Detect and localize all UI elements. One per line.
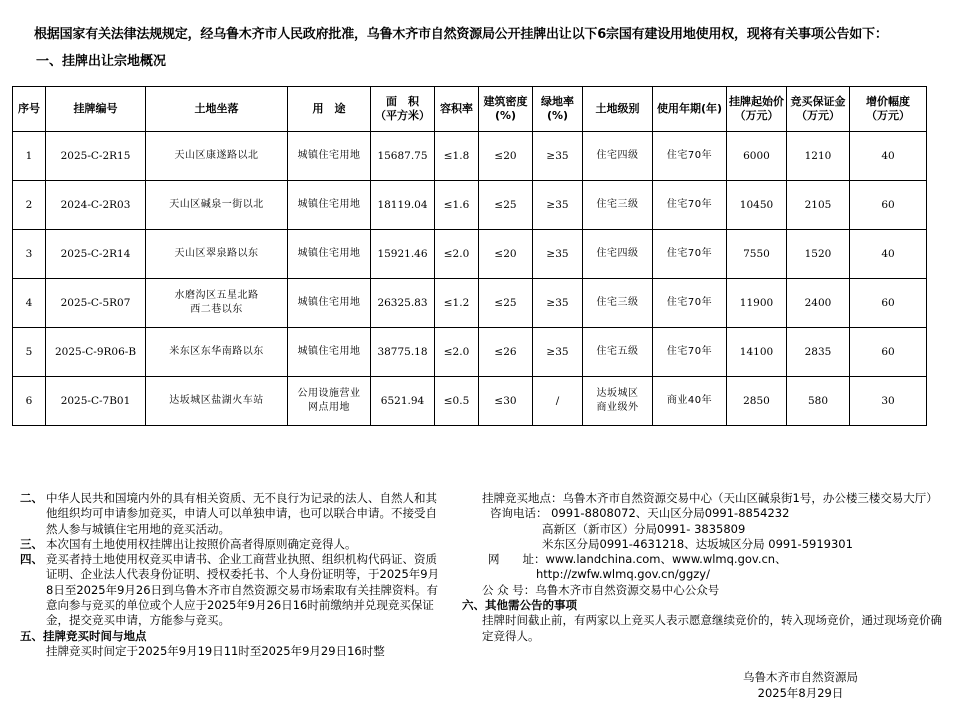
table-cell: 城镇住宅用地	[288, 279, 371, 328]
table-header-row	[13, 87, 927, 132]
table-cell: ≥35	[533, 132, 583, 181]
notice-left-column	[20, 491, 440, 659]
table-cell: ≤1.8	[435, 132, 479, 181]
table-cell: 14100	[727, 328, 787, 377]
issuer-name: 乌鲁木齐市自然资源局	[743, 670, 858, 684]
table-cell: 住宅70年	[653, 279, 727, 328]
table-cell: 住宅70年	[653, 132, 727, 181]
clause-number: 四、	[20, 552, 43, 567]
contact-phone-1: 咨询电话： 0991-8808072、天山区分局0991-8854232	[490, 506, 790, 521]
header-cell: 面 积 （平方米）	[371, 87, 435, 132]
header-cell: 增价幅度 （万元）	[850, 87, 927, 132]
table-cell: 2025-C-7B01	[46, 377, 146, 426]
table-row	[13, 328, 927, 377]
header-cell: 挂牌编号	[46, 87, 146, 132]
table-cell: ≤25	[479, 181, 533, 230]
table-cell: 公用设施营业 网点用地	[288, 377, 371, 426]
table-cell: 40	[850, 230, 927, 279]
table-cell: 38775.18	[371, 328, 435, 377]
clause-6-title: 六、其他需公告的事项	[462, 598, 577, 613]
table-cell: 60	[850, 279, 927, 328]
contact-phone-3: 米东区分局0991-4631218、达坂城区分局 0991-5919301	[542, 536, 853, 551]
table-cell: 15921.46	[371, 230, 435, 279]
table-cell: 2025-C-2R14	[46, 230, 146, 279]
table-cell: ≥35	[533, 181, 583, 230]
table-cell: 住宅70年	[653, 328, 727, 377]
table-cell: ≥35	[533, 279, 583, 328]
table-cell: 水磨沟区五星北路 西二巷以东	[146, 279, 288, 328]
table-cell: 40	[850, 132, 927, 181]
table-row	[13, 132, 927, 181]
clause-6-text: 挂牌时间截止前，有两家以上竞买人表示愿意继续竞价的，转入现场竞价，通过现场竞价确定竞得人。	[482, 613, 942, 643]
table-cell: 2	[13, 181, 46, 230]
bidding-time: 挂牌竞买时间定于2025年9月19日11时至2025年9月29日16时整	[46, 643, 385, 658]
table-cell: 1520	[787, 230, 850, 279]
table-cell: 30	[850, 377, 927, 426]
table-cell: 1210	[787, 132, 850, 181]
table-cell: 住宅70年	[653, 230, 727, 279]
header-cell: 绿地率 (%)	[533, 87, 583, 132]
table-cell: 住宅四级	[583, 132, 653, 181]
table-row	[13, 377, 927, 426]
table-cell: 580	[787, 377, 850, 426]
clause-text: 中华人民共和国境内外的具有相关资质、无不良行为记录的法人、自然人和其他组织均可申请参加竞买，申请人可以单独申请，也可以联合申请。不接受自然人参与城镇住宅用地的竞买活动。	[46, 491, 437, 536]
header-cell: 序号	[13, 87, 46, 132]
header-cell: 挂牌起始价 （万元）	[727, 87, 787, 132]
clause-number: 二、	[20, 491, 43, 505]
clause-4	[20, 552, 440, 628]
table-cell: 2024-C-2R03	[46, 181, 146, 230]
table-cell: 住宅四级	[583, 230, 653, 279]
clause-text: 本次国有土地使用权挂牌出让按照价高者得原则确定竞得人。	[46, 536, 357, 551]
table-cell: 商业40年	[653, 377, 727, 426]
table-cell: 2025-C-9R06-B	[46, 328, 146, 377]
intro-paragraph: 根据国家有关法律法规规定，经乌鲁木齐市人民政府批准，乌鲁木齐市自然资源局公开挂牌出让以下6宗国有建设用地使用权，现将有关事项公告如下：	[34, 27, 888, 42]
table-cell: 60	[850, 328, 927, 377]
issue-date: 2025年8月29日	[757, 686, 844, 700]
table-cell: /	[533, 377, 583, 426]
table-cell: 5	[13, 328, 46, 377]
website-2: http://zwfw.wlmq.gov.cn/ggzy/	[536, 567, 710, 582]
clause-3	[20, 537, 440, 552]
table-cell: 天山区翠泉路以东	[146, 230, 288, 279]
header-cell: 建筑密度 (%)	[479, 87, 533, 132]
table-cell: 住宅三级	[583, 279, 653, 328]
table-cell: 城镇住宅用地	[288, 132, 371, 181]
table-cell: 米东区东华南路以东	[146, 328, 288, 377]
table-cell: 2105	[787, 181, 850, 230]
table-cell: ≤1.6	[435, 181, 479, 230]
table-cell: 6000	[727, 132, 787, 181]
notice-right-column	[462, 491, 952, 644]
table-row	[13, 181, 927, 230]
table-cell: 26325.83	[371, 279, 435, 328]
header-cell: 容积率	[435, 87, 479, 132]
table-cell: ≥35	[533, 328, 583, 377]
table-cell: 3	[13, 230, 46, 279]
table-cell: 15687.75	[371, 132, 435, 181]
signature-block	[743, 669, 858, 701]
table-cell: 4	[13, 279, 46, 328]
table-cell: ≤20	[479, 132, 533, 181]
table-cell: 1	[13, 132, 46, 181]
parcels-table	[12, 86, 927, 426]
table-cell: 11900	[727, 279, 787, 328]
table-row	[13, 230, 927, 279]
header-cell: 用 途	[288, 87, 371, 132]
table-cell: ≤25	[479, 279, 533, 328]
clause-5-title: 五、挂牌竞买时间与地点	[20, 628, 147, 643]
table-row	[13, 279, 927, 328]
clause-2	[20, 491, 440, 537]
bidding-place: 挂牌竞买地点：乌鲁木齐市自然资源交易中心（天山区碱泉街1号，办公楼三楼交易大厅）	[482, 491, 938, 505]
header-cell: 竞买保证金 （万元）	[787, 87, 850, 132]
table-cell: ≤2.0	[435, 328, 479, 377]
table-cell: ≥35	[533, 230, 583, 279]
table-cell: 达坂城区盐湖火车站	[146, 377, 288, 426]
table-cell: 住宅70年	[653, 181, 727, 230]
table-cell: ≤2.0	[435, 230, 479, 279]
table-cell: 城镇住宅用地	[288, 181, 371, 230]
table-cell: ≤1.2	[435, 279, 479, 328]
table-cell: 2835	[787, 328, 850, 377]
table-cell: ≤30	[479, 377, 533, 426]
table-cell: 2850	[727, 377, 787, 426]
table-cell: 6	[13, 377, 46, 426]
table-cell: 10450	[727, 181, 787, 230]
table-cell: 天山区康遂路以北	[146, 132, 288, 181]
header-cell: 使用年期(年)	[653, 87, 727, 132]
table-cell: 住宅三级	[583, 181, 653, 230]
table-cell: 6521.94	[371, 377, 435, 426]
contact-phone-2: 高新区（新市区）分局0991- 3835809	[542, 521, 746, 536]
table-cell: 18119.04	[371, 181, 435, 230]
table-cell: 7550	[727, 230, 787, 279]
table-cell: ≤20	[479, 230, 533, 279]
table-cell: 城镇住宅用地	[288, 230, 371, 279]
clause-number: 三、	[20, 536, 43, 551]
table-cell: 60	[850, 181, 927, 230]
website-1: 网 址：www.landchina.com、www.wlmq.gov.cn、	[488, 552, 787, 567]
table-cell: 天山区碱泉一街以北	[146, 181, 288, 230]
clause-text: 竞买者持土地使用权竞买申请书、企业工商营业执照、组织机构代码证、资质证明、企业法人代表身份证明、授权委托书、个人身份证明等，于2025年9月8日至2025年9月26日到乌鲁木齐市自然资源交易市场索取有关挂牌资料。有意向参与竞买的单位或个人应于2025年9月26日16时前缴纳并兑现竞买保证金，提交竞买申请，方能参与竞买。	[46, 552, 440, 628]
header-cell: 土地坐落	[146, 87, 288, 132]
table-cell: 2400	[787, 279, 850, 328]
table-cell: 达坂城区 商业级外	[583, 377, 653, 426]
section-title-parcels: 一、挂牌出让宗地概况	[36, 54, 167, 69]
table-cell: 2025-C-2R15	[46, 132, 146, 181]
table-cell: 城镇住宅用地	[288, 328, 371, 377]
table-cell: 2025-C-5R07	[46, 279, 146, 328]
wechat-account: 公 众 号：乌鲁木齐市自然资源交易中心公众号	[482, 582, 720, 597]
table-cell: ≤0.5	[435, 377, 479, 426]
table-cell: 住宅五级	[583, 328, 653, 377]
table-cell: ≤26	[479, 328, 533, 377]
header-cell: 土地级别	[583, 87, 653, 132]
